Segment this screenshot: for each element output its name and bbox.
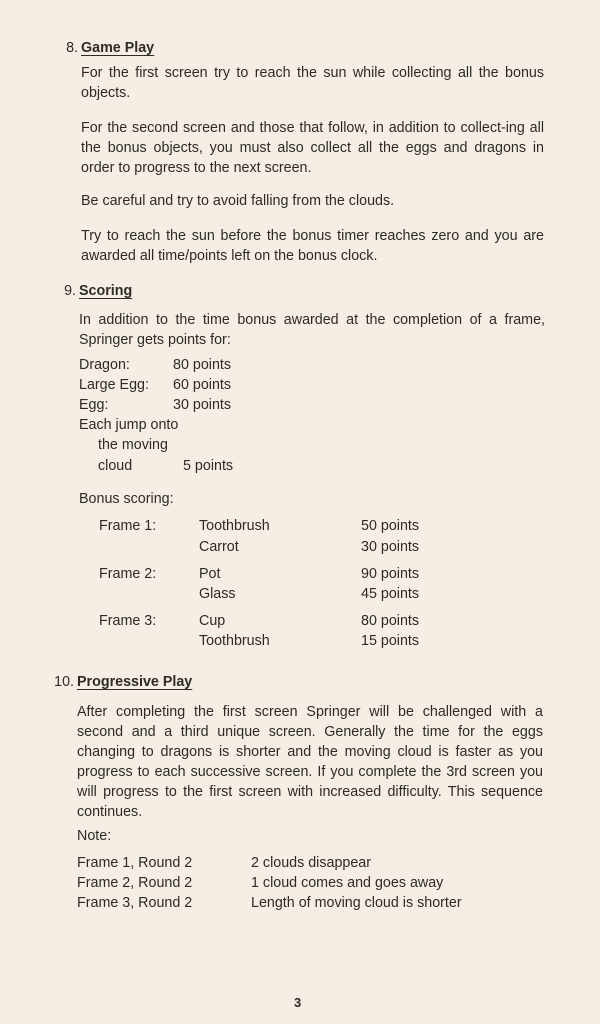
points-label: Large Egg: <box>79 377 149 393</box>
jump-value: 5 points <box>183 458 234 474</box>
section-heading-game-play: Game Play <box>81 40 155 56</box>
bonus-item: Toothbrush <box>199 518 270 534</box>
section-heading-progressive-play: Progressive Play <box>77 674 193 690</box>
bonus-frame-label: Frame 2: <box>99 566 157 582</box>
note-frame: Frame 3, Round 2 <box>77 895 193 911</box>
bonus-value: 45 points <box>361 586 420 602</box>
section-number: 9. <box>64 283 76 299</box>
paragraph: For the second screen and those that follow, in addition to collect-ing all the bonus objects, you must also collect all the eggs and dragons in order to progress to the next screen. <box>81 120 544 176</box>
section-heading-scoring: Scoring <box>79 283 133 299</box>
paragraph: For the first screen try to reach the sun while collecting all the bonus objects. <box>81 65 544 101</box>
note-frame: Frame 2, Round 2 <box>77 875 193 891</box>
points-label: Egg: <box>79 397 109 413</box>
bonus-scoring-label: Bonus scoring: <box>79 491 174 507</box>
paragraph: After completing the first screen Springer will be challenged with a second and a third unique screen. Generally the time for the eggs changing to dragons is shorter and the moving cloud is faster as you progress to each successive screen. If you complete the 3rd screen you will progress to the first screen with increased difficulty. This sequence continues. <box>77 704 543 820</box>
paragraph: Be careful and try to avoid falling from the clouds. <box>81 193 395 209</box>
note-frame: Frame 1, Round 2 <box>77 855 193 871</box>
bonus-value: 15 points <box>361 633 420 649</box>
bonus-value: 80 points <box>361 613 420 629</box>
bonus-value: 90 points <box>361 566 420 582</box>
note-text: Length of moving cloud is shorter <box>251 895 462 911</box>
bonus-frame-label: Frame 3: <box>99 613 157 629</box>
note-text: 2 clouds disappear <box>251 855 372 871</box>
bonus-item: Pot <box>199 566 221 582</box>
bonus-item: Toothbrush <box>199 633 270 649</box>
section-number: 10. <box>54 674 74 690</box>
bonus-value: 30 points <box>361 539 420 555</box>
jump-label-line: cloud <box>98 458 133 474</box>
jump-label-line: Each jump onto <box>79 417 179 433</box>
note-label: Note: <box>77 828 112 844</box>
points-value: 80 points <box>173 357 232 373</box>
bonus-value: 50 points <box>361 518 420 534</box>
paragraph: Try to reach the sun before the bonus timer reaches zero and you are awarded all time/points left on the bonus clock. <box>81 228 544 264</box>
bonus-frame-label: Frame 1: <box>99 518 157 534</box>
note-text: 1 cloud comes and goes away <box>251 875 444 891</box>
bonus-item: Cup <box>199 613 226 629</box>
points-label: Dragon: <box>79 357 130 373</box>
jump-label-line: the moving <box>98 437 168 453</box>
points-value: 60 points <box>173 377 232 393</box>
section-number: 8. <box>66 40 78 56</box>
paragraph: In addition to the time bonus awarded at the completion of a frame, Springer gets points for: <box>79 312 545 348</box>
bonus-item: Glass <box>199 586 236 602</box>
bonus-item: Carrot <box>199 539 239 555</box>
points-value: 30 points <box>173 397 232 413</box>
page-number: 3 <box>294 995 302 1010</box>
